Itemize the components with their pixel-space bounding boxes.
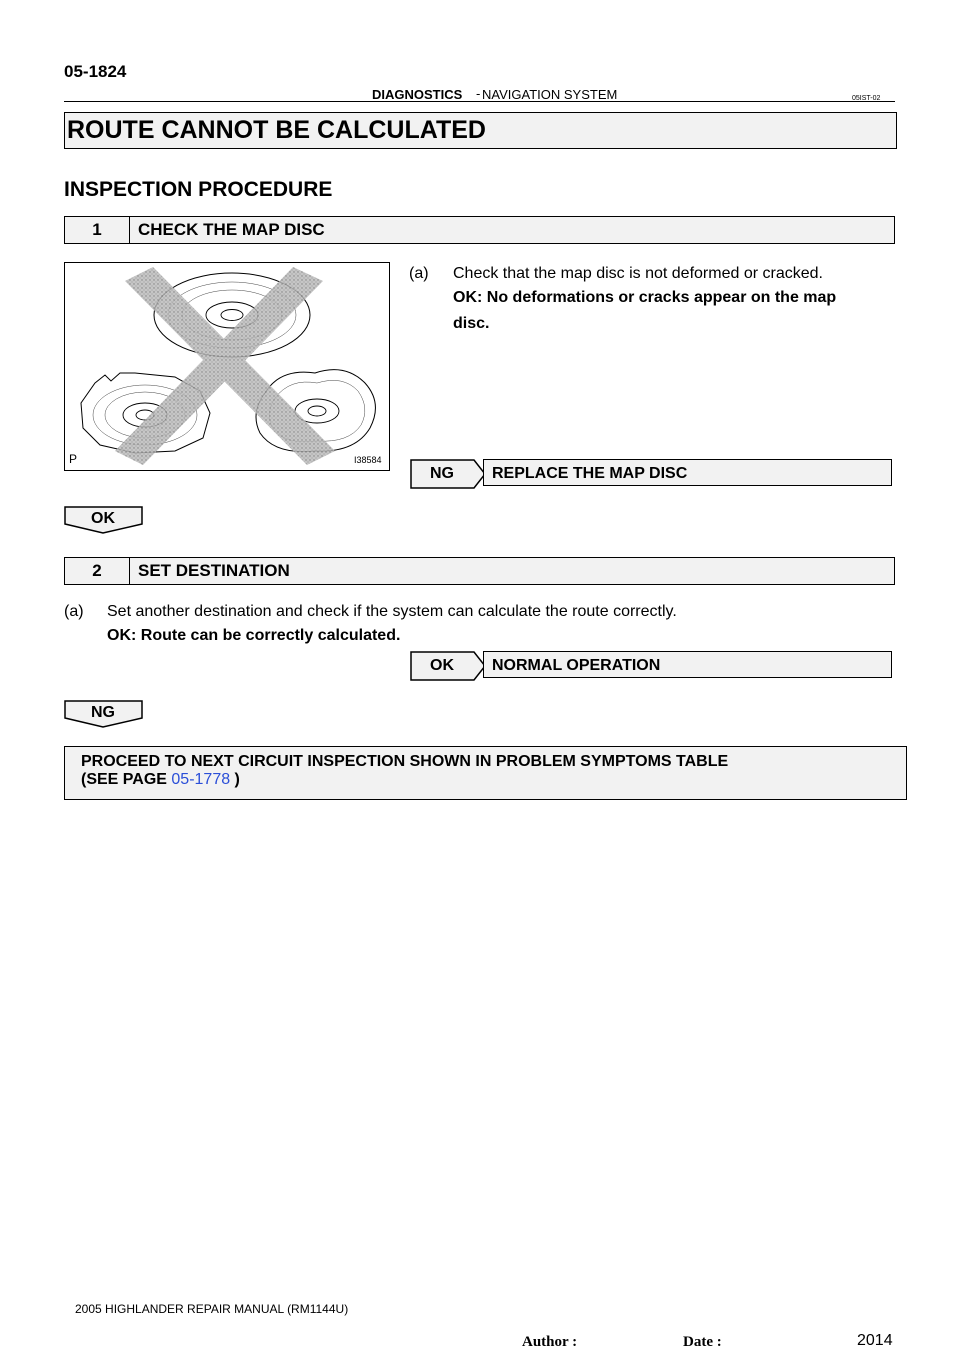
step-1-ok-criteria-cont: disc. <box>453 315 490 332</box>
page-reference-link[interactable]: 05-1778 <box>171 771 231 788</box>
page-number: 05-1824 <box>64 62 127 81</box>
step-1-instruction: Check that the map disc is not deformed or cracked. <box>453 265 823 282</box>
step-2-instruction: Set another destination and check if the system can calculate the route correctly. <box>107 603 677 620</box>
damaged-disc-illustration <box>65 263 389 470</box>
header-rule <box>64 101 895 102</box>
footer-page-number: 2014 <box>857 1332 893 1349</box>
step-number: 1 <box>65 217 130 243</box>
ng-flow-label: NG <box>91 704 115 721</box>
step-2-instruction-marker: (a) <box>64 603 84 620</box>
step-2-header <box>64 557 895 585</box>
step-number: 2 <box>65 558 130 584</box>
footer-author-label: Author : <box>522 1334 578 1350</box>
header-subsection: NAVIGATION SYSTEM <box>482 87 618 102</box>
header-separator: - <box>476 86 481 101</box>
step-1-instruction-marker: (a) <box>409 265 429 282</box>
header-section: DIAGNOSTICS <box>372 87 463 102</box>
ok-action: NORMAL OPERATION <box>483 651 892 678</box>
final-line-1: PROCEED TO NEXT CIRCUIT INSPECTION SHOWN IN PROBLEM SYMPTOMS TABLE <box>81 753 729 770</box>
final-line-2 <box>81 771 902 789</box>
page-title: ROUTE CANNOT BE CALCULATED <box>64 112 897 149</box>
final-line-2-suffix: ) <box>230 771 240 788</box>
footer-date-label: Date : <box>683 1334 722 1350</box>
final-instruction <box>64 746 907 800</box>
inspection-heading: INSPECTION PROCEDURE <box>64 178 333 201</box>
step-title: CHECK THE MAP DISC <box>138 220 325 239</box>
doc-code: 05IST-02 <box>852 95 881 102</box>
ok-flow-label: OK <box>91 510 115 527</box>
ng-tag-label: NG <box>430 465 454 482</box>
step-2-ok-criteria: OK: Route can be correctly calculated. <box>107 627 401 644</box>
ok-tag-label: OK <box>430 657 454 674</box>
footer-manual: 2005 HIGHLANDER REPAIR MANUAL (RM1144U) <box>75 1302 349 1316</box>
step-title: SET DESTINATION <box>138 561 290 580</box>
figure-letter: P <box>69 452 78 466</box>
figure-id: I38584 <box>354 455 382 465</box>
step-2-ok-result <box>410 651 894 678</box>
map-disc-figure <box>64 262 390 471</box>
step-1-ok-criteria: OK: No deformations or cracks appear on the map <box>453 289 837 306</box>
step-1-ng-result <box>410 459 894 486</box>
ng-action: REPLACE THE MAP DISC <box>483 459 892 486</box>
step-1-header <box>64 216 895 244</box>
final-line-2-prefix: (SEE PAGE <box>81 771 172 788</box>
